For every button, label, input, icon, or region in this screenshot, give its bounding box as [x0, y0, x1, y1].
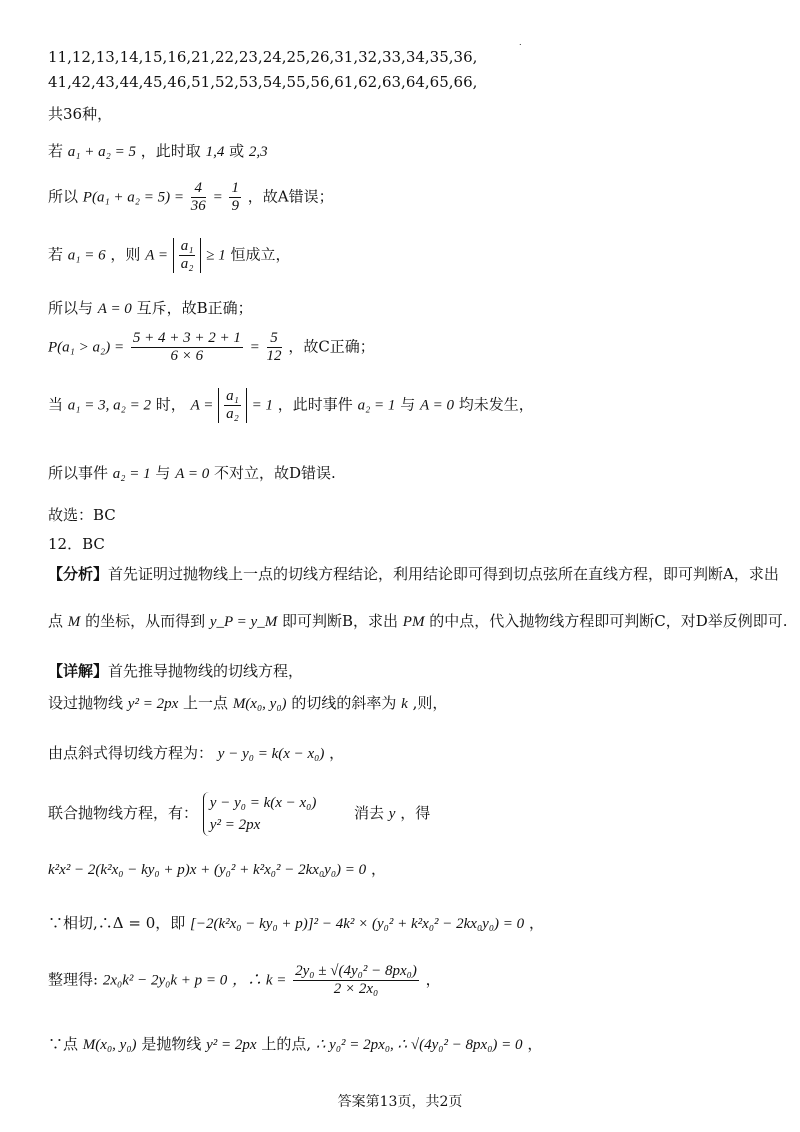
numerator: 5 + 4 + 3 + 2 + 1 — [132, 330, 241, 346]
text: 所以事件 — [48, 464, 109, 482]
text: 的坐标，从而得到 — [85, 612, 206, 630]
analysis-line-1 — [48, 563, 779, 584]
text: 与 — [400, 395, 416, 414]
text: ， — [425, 970, 441, 989]
detail-line-1 — [48, 660, 303, 681]
numerator: 4 — [191, 180, 206, 198]
text: 若 — [48, 142, 64, 160]
outcomes-total: 共36种， — [48, 105, 113, 123]
line-prob-sum5: 所以 P(a₁ + a₂ = 5) = $\frac{4}{36}$ = $\frac{1}{9}$ ，故A错误； — [48, 180, 334, 214]
detail-line-7 — [48, 963, 441, 998]
text: 的中点，代入抛物线方程即可判断C，对D举反例即可. — [429, 612, 788, 630]
text: 互斥，故B正确； — [136, 299, 253, 317]
text: ，则 — [110, 245, 141, 264]
text: 上一点 — [183, 694, 229, 712]
text: 所以与 — [48, 299, 94, 317]
detail-line-4 — [48, 792, 430, 836]
text: 是抛物线 — [141, 1035, 202, 1053]
text: ， — [329, 744, 345, 762]
math-expr: a₁ + a₂ = 5 — [67, 144, 136, 160]
line-case-sum5 — [48, 140, 268, 161]
math-expr: P(a₁ > a₂) = — [48, 339, 125, 356]
system-eq-2: y² = 2px — [209, 817, 261, 833]
fraction — [131, 330, 243, 365]
analysis-line-2 — [48, 610, 788, 631]
fraction — [293, 963, 419, 998]
outcomes-row-1: 11,12,13,14,15,16,21,22,23,24,25,26,31,32,33,34,35,36, — [48, 48, 478, 66]
system-eq-1: y − y₀ = k(x − x₀) — [209, 795, 317, 811]
floor-bracket — [173, 238, 202, 273]
numerator: a₁ — [180, 238, 194, 254]
detail-line-2 — [48, 692, 447, 713]
answer-line: 故选：BC — [48, 506, 116, 524]
denominator: 9 — [231, 198, 239, 214]
math-expr: M(x₀, y₀) — [232, 696, 287, 712]
denominator: 36 — [190, 198, 206, 214]
math-expr: a₁ = 6 — [67, 247, 106, 264]
text: 消去 — [353, 804, 384, 822]
text: 上的点, — [261, 1035, 312, 1053]
line-counterexample — [48, 388, 534, 423]
math-expr: A = 0 — [175, 466, 210, 482]
fraction — [179, 238, 196, 273]
text: ，故C正确； — [288, 337, 375, 356]
text: 均未发生， — [458, 395, 534, 414]
numerator: a₁ — [226, 388, 239, 404]
text: ，此时取 — [140, 142, 201, 160]
denominator: a₂ — [180, 256, 194, 272]
text: 与 — [155, 464, 171, 482]
math-expr: a₁ = 3, a₂ = 2 — [67, 397, 151, 414]
text: 由点斜式得切线方程为： — [48, 744, 214, 762]
text: 整理得: — [48, 970, 99, 989]
text: 当 — [48, 395, 64, 414]
text: ∵相切,∴Δ = 0，即 — [48, 914, 186, 932]
text: 不对立，故D错误. — [214, 464, 336, 482]
math-expr: = 1 — [251, 397, 273, 414]
math-expr: A = 0 — [97, 301, 132, 317]
math-expr: P(a₁ + a₂ = 5) = — [82, 189, 184, 206]
math-expr: 2x₀k² − 2y₀k + p = 0 — [102, 972, 228, 989]
detail-line-6 — [48, 912, 544, 933]
question-12: 12．BC — [48, 535, 105, 553]
outcomes-row-2: 41,42,43,44,45,46,51,52,53,54,55,56,61,62,63,64,65,66, — [48, 73, 478, 91]
numerator: 1 — [231, 180, 239, 196]
text: ， — [527, 1035, 543, 1053]
page-footer: 答案第13页，共2页 — [337, 1094, 463, 1110]
floor-bracket — [218, 388, 247, 423]
text: ， — [370, 860, 386, 878]
detail-line-3 — [48, 742, 344, 763]
text: ， — [528, 914, 544, 932]
text: 若 — [48, 245, 64, 264]
text: 设过抛物线 — [48, 694, 124, 712]
math-expr: M(x₀, y₀) — [82, 1037, 137, 1053]
text: ，故A错误； — [247, 187, 334, 206]
stray-dot: . — [519, 38, 522, 47]
math-expr: y² = 2px — [206, 1037, 257, 1053]
line-mutually-exclusive — [48, 297, 253, 318]
denominator: a₂ — [226, 406, 239, 422]
text: 即可判断B，求出 — [281, 612, 399, 630]
text: ,则， — [412, 694, 448, 712]
math-expr: ≥ 1 — [206, 247, 226, 264]
text: 的切线的斜率为 — [291, 694, 397, 712]
text: 恒成立， — [230, 245, 291, 264]
math-expr: k²x² − 2(k²x₀ − ky₀ + p)x + (y₀² + k²x₀² − 2kx₀y₀) = 0 — [48, 862, 367, 878]
line-not-complementary — [48, 462, 336, 483]
math-expr: A = 0 — [419, 397, 454, 414]
math-expr: [−2(k²x₀ − ky₀ + p)]² − 4k² × (y₀² + k²x₀² − 2kx₀y₀) = 0 — [190, 916, 525, 932]
numerator: 2y₀ ± √(4y₀² − 8px₀) — [295, 963, 417, 979]
text: 首先证明过抛物线上一点的切线方程结论，利用结论即可得到切点弦所在直线方程，即可判断A，求出 — [108, 565, 779, 583]
denominator: 12 — [266, 348, 282, 364]
detail-tag: 【详解】 — [48, 662, 109, 680]
text: 所以 — [48, 187, 79, 206]
denominator: 6 × 6 — [170, 348, 204, 364]
text: 联合抛物线方程，有： — [48, 804, 199, 822]
line-a1-6 — [48, 238, 291, 273]
fraction — [191, 180, 206, 215]
math-expr: y_P = y_M — [209, 614, 278, 630]
text: ，得 — [400, 804, 431, 822]
denominator: 2 × 2x₀ — [333, 981, 379, 997]
math-expr: A = — [145, 247, 168, 264]
fraction — [229, 180, 241, 215]
math-expr: ，∴ k = — [232, 972, 287, 989]
math-expr: A = — [190, 397, 214, 414]
text: ∵点 — [48, 1035, 79, 1053]
detail-line-5 — [48, 858, 386, 879]
math-expr: y − y₀ = k(x − x₀) — [217, 746, 325, 762]
equation-system — [203, 792, 317, 836]
line-prob-greater: P(a₁ > a₂) = $\frac{5 + 4 + 3 + 2 + 1}{6 \times 6}$ = $\frac{5}{12}$ ，故C正确； — [48, 330, 375, 364]
detail-line-8 — [48, 1033, 542, 1054]
math-pair: 2,3 — [248, 144, 268, 160]
text: 时， — [155, 395, 186, 414]
math-expr: a₂ = 1 — [112, 466, 151, 482]
text: 点 — [48, 612, 64, 630]
math-expr: PM — [402, 614, 425, 630]
math-pair: 1,4 — [205, 144, 225, 160]
fraction — [224, 388, 241, 423]
numerator: 5 — [267, 330, 282, 348]
math-expr: M — [67, 614, 81, 630]
fraction — [267, 330, 282, 365]
analysis-tag: 【分析】 — [48, 565, 109, 583]
text: 首先推导抛物线的切线方程， — [108, 662, 304, 680]
math-expr: a₂ = 1 — [357, 397, 396, 414]
math-expr: ∴ y₀² = 2px₀, ∴ √(4y₀² − 8px₀) = 0 — [315, 1037, 523, 1053]
text: ，此时事件 — [277, 395, 353, 414]
math-expr: k — [401, 696, 408, 712]
math-expr: y — [388, 806, 396, 822]
text: 或 — [229, 142, 245, 160]
math-expr: y² = 2px — [127, 696, 179, 712]
